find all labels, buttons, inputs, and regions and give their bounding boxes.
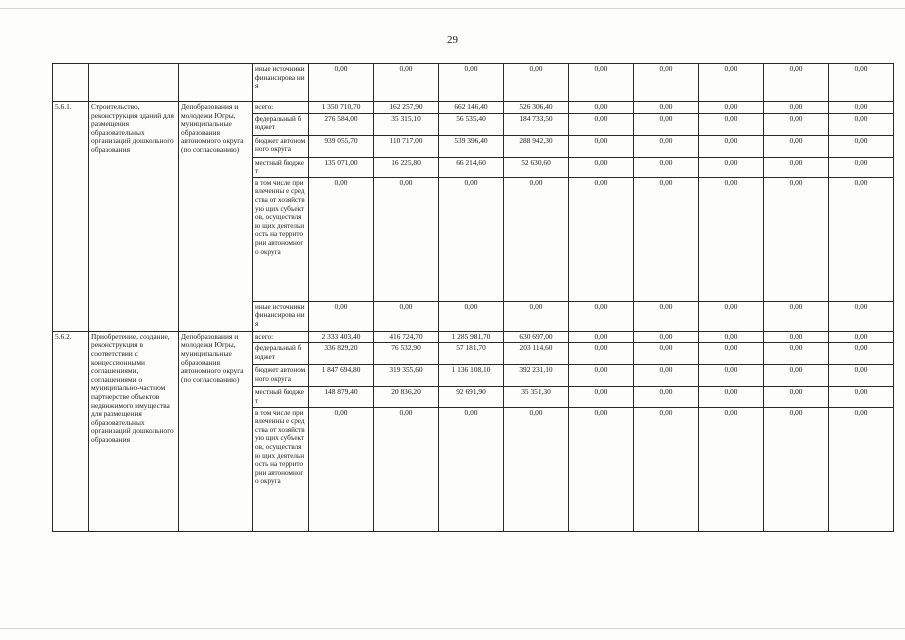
- value-cell: 0,00: [764, 407, 829, 531]
- funding-source-cell: в том числе привлеченны е средства от хозяйствую щих субъектов, осуществляю щих деятельность на территории автономного округа: [253, 407, 309, 531]
- value-cell: 1 285 981,70: [439, 331, 504, 343]
- value-cell: 0,00: [569, 301, 634, 331]
- funding-source-cell: иные источники финансирова ния: [253, 64, 309, 102]
- value-cell: 0,00: [699, 331, 764, 343]
- value-cell: 0,00: [504, 301, 569, 331]
- value-cell: 16 225,80: [374, 157, 439, 177]
- value-cell: 0,00: [764, 157, 829, 177]
- table-body: [53, 64, 894, 532]
- value-cell: 1 136 108,10: [439, 365, 504, 387]
- value-cell: 0,00: [699, 365, 764, 387]
- value-cell: 184 733,50: [504, 113, 569, 135]
- value-cell: 0,00: [764, 102, 829, 114]
- budget-table: [52, 63, 894, 532]
- value-cell: 662 146,40: [439, 102, 504, 114]
- value-cell: 0,00: [569, 407, 634, 531]
- value-cell: 0,00: [699, 301, 764, 331]
- value-cell: 0,00: [634, 365, 699, 387]
- value-cell: 56 535,40: [439, 113, 504, 135]
- funding-source-cell: федеральный бюджет: [253, 113, 309, 135]
- funding-source-cell: местный бюджет: [253, 157, 309, 177]
- value-cell: 0,00: [634, 157, 699, 177]
- value-cell: 0,00: [829, 301, 894, 331]
- value-cell: 1 350 710,70: [309, 102, 374, 114]
- value-cell: 0,00: [829, 64, 894, 102]
- scan-edge-bottom: [0, 628, 905, 629]
- value-cell: 0,00: [439, 177, 504, 301]
- value-cell: 0,00: [829, 387, 894, 407]
- value-cell: 0,00: [764, 365, 829, 387]
- funding-source-cell: федеральный бюджет: [253, 343, 309, 365]
- value-cell: 0,00: [439, 64, 504, 102]
- table-row: [53, 331, 894, 343]
- item-number-cell: [53, 64, 89, 102]
- value-cell: 0,00: [569, 177, 634, 301]
- value-cell: 1 847 694,80: [309, 365, 374, 387]
- value-cell: 0,00: [764, 331, 829, 343]
- item-name-cell: [89, 64, 179, 102]
- funding-source-cell: бюджет автономного округа: [253, 135, 309, 157]
- value-cell: 539 396,40: [439, 135, 504, 157]
- value-cell: 0,00: [504, 64, 569, 102]
- value-cell: 0,00: [569, 365, 634, 387]
- value-cell: 0,00: [699, 343, 764, 365]
- value-cell: 0,00: [829, 177, 894, 301]
- value-cell: 66 214,60: [439, 157, 504, 177]
- funding-source-cell: всего:: [253, 102, 309, 114]
- value-cell: 0,00: [569, 331, 634, 343]
- value-cell: 0,00: [634, 301, 699, 331]
- item-name-cell: Строительство, реконструкция зданий для размещения образовательных организаций дошкольного образования: [89, 102, 179, 332]
- value-cell: 57 181,70: [439, 343, 504, 365]
- value-cell: 0,00: [634, 64, 699, 102]
- value-cell: 0,00: [829, 157, 894, 177]
- value-cell: 0,00: [699, 387, 764, 407]
- value-cell: 2 333 403,40: [309, 331, 374, 343]
- value-cell: 392 231,10: [504, 365, 569, 387]
- value-cell: 0,00: [569, 102, 634, 114]
- table-row: [53, 102, 894, 114]
- value-cell: 148 879,40: [309, 387, 374, 407]
- value-cell: 526 306,40: [504, 102, 569, 114]
- value-cell: 0,00: [634, 387, 699, 407]
- value-cell: 0,00: [569, 343, 634, 365]
- value-cell: 0,00: [374, 177, 439, 301]
- value-cell: 35 315,10: [374, 113, 439, 135]
- value-cell: 630 697,00: [504, 331, 569, 343]
- funding-source-cell: иные источники финансирова ния: [253, 301, 309, 331]
- funding-source-cell: в том числе привлеченны е средства от хозяйствую щих субъектов, осуществляю щих деятельность на территории автономного округа: [253, 177, 309, 301]
- value-cell: 0,00: [634, 113, 699, 135]
- value-cell: 0,00: [569, 157, 634, 177]
- value-cell: 0,00: [309, 301, 374, 331]
- value-cell: 0,00: [569, 387, 634, 407]
- value-cell: 0,00: [699, 64, 764, 102]
- item-number-cell: 5.6.2.: [53, 331, 89, 531]
- value-cell: 0,00: [504, 177, 569, 301]
- value-cell: 162 257,90: [374, 102, 439, 114]
- value-cell: 0,00: [829, 331, 894, 343]
- value-cell: 0,00: [699, 102, 764, 114]
- value-cell: 0,00: [699, 135, 764, 157]
- value-cell: 0,00: [374, 301, 439, 331]
- value-cell: 0,00: [699, 113, 764, 135]
- value-cell: 0,00: [504, 407, 569, 531]
- value-cell: 0,00: [439, 407, 504, 531]
- value-cell: 0,00: [569, 64, 634, 102]
- value-cell: 0,00: [699, 407, 764, 531]
- item-name-cell: Приобретение, создание, реконструкция в соответствии с концессионными соглашениями, соглашениями о муниципально-частном партнерстве объектов недвижимого имущества для размещения образовательных организаций дошкольного образования: [89, 331, 179, 531]
- value-cell: 0,00: [634, 331, 699, 343]
- scan-edge-top: [0, 8, 905, 9]
- value-cell: 35 351,30: [504, 387, 569, 407]
- value-cell: 76 532,90: [374, 343, 439, 365]
- value-cell: 939 055,70: [309, 135, 374, 157]
- executor-cell: [179, 64, 253, 102]
- value-cell: 276 584,00: [309, 113, 374, 135]
- value-cell: 0,00: [829, 102, 894, 114]
- value-cell: 0,00: [439, 301, 504, 331]
- value-cell: 0,00: [764, 301, 829, 331]
- value-cell: 416 724,70: [374, 331, 439, 343]
- funding-source-cell: бюджет автономного округа: [253, 365, 309, 387]
- value-cell: 0,00: [764, 177, 829, 301]
- page-number: 29: [447, 34, 458, 46]
- value-cell: 135 071,00: [309, 157, 374, 177]
- value-cell: 319 355,60: [374, 365, 439, 387]
- value-cell: 336 829,20: [309, 343, 374, 365]
- value-cell: 0,00: [764, 64, 829, 102]
- value-cell: 0,00: [829, 135, 894, 157]
- value-cell: 0,00: [829, 113, 894, 135]
- value-cell: 0,00: [634, 407, 699, 531]
- value-cell: 0,00: [374, 407, 439, 531]
- value-cell: 0,00: [634, 102, 699, 114]
- value-cell: 0,00: [829, 407, 894, 531]
- value-cell: 20 836,20: [374, 387, 439, 407]
- value-cell: 288 942,30: [504, 135, 569, 157]
- value-cell: 52 630,60: [504, 157, 569, 177]
- executor-cell: Депобразования и молодежи Югры, муниципальные образования автономного округа (по согласованию): [179, 331, 253, 531]
- table-row: [53, 64, 894, 102]
- value-cell: 0,00: [699, 157, 764, 177]
- value-cell: 0,00: [699, 177, 764, 301]
- value-cell: 0,00: [569, 113, 634, 135]
- value-cell: 0,00: [309, 407, 374, 531]
- value-cell: 110 717,00: [374, 135, 439, 157]
- item-number-cell: 5.6.1.: [53, 102, 89, 332]
- value-cell: 0,00: [634, 177, 699, 301]
- funding-source-cell: всего:: [253, 331, 309, 343]
- value-cell: 0,00: [764, 135, 829, 157]
- value-cell: 203 114,60: [504, 343, 569, 365]
- value-cell: 92 691,90: [439, 387, 504, 407]
- funding-source-cell: местный бюджет: [253, 387, 309, 407]
- value-cell: 0,00: [829, 343, 894, 365]
- value-cell: 0,00: [374, 64, 439, 102]
- value-cell: 0,00: [569, 135, 634, 157]
- executor-cell: Депобразования и молодежи Югры, муниципальные образования автономного округа (по согласованию): [179, 102, 253, 332]
- value-cell: 0,00: [764, 113, 829, 135]
- value-cell: 0,00: [309, 177, 374, 301]
- value-cell: 0,00: [634, 135, 699, 157]
- value-cell: 0,00: [829, 365, 894, 387]
- value-cell: 0,00: [764, 343, 829, 365]
- value-cell: 0,00: [309, 64, 374, 102]
- value-cell: 0,00: [634, 343, 699, 365]
- value-cell: 0,00: [764, 387, 829, 407]
